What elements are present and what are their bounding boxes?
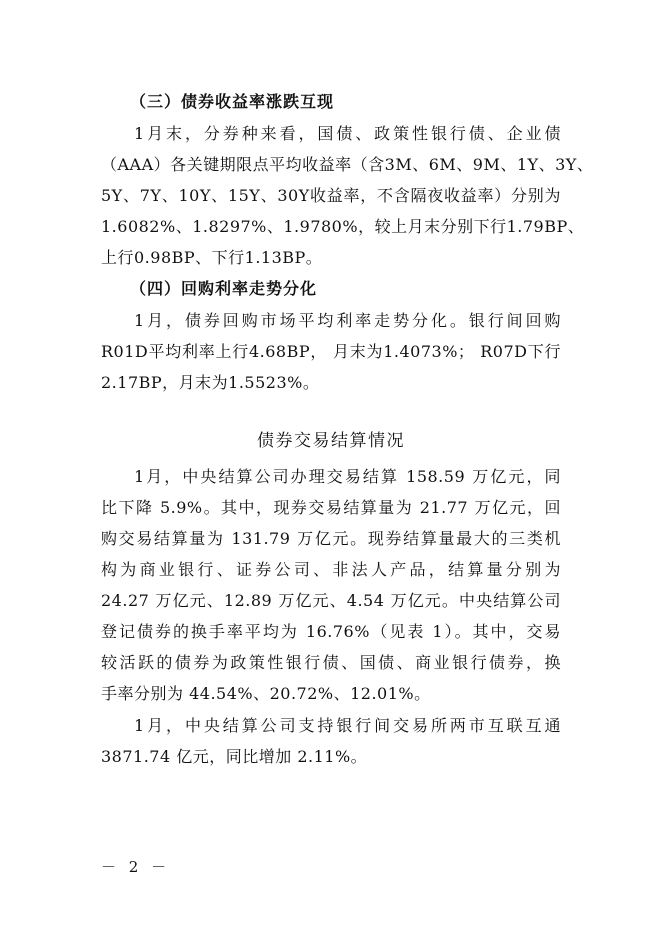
section-3-line: 1.6082%、1.8297%、1.9780%，较上月末分别下行1.79BP、 — [101, 217, 585, 236]
settlement-para-1-line: 24.27 万亿元、12.89 万亿元、4.54 万亿元。中央结算公司 — [101, 591, 561, 610]
settlement-para-1-line: 1月，中央结算公司办理交易结算 158.59 万亿元，同 — [134, 467, 561, 486]
settlement-para-1-line: 比下降 5.9%。其中，现券交易结算量为 21.77 万亿元，回 — [101, 498, 561, 517]
settlement-title: 债券交易结算情况 — [257, 431, 405, 451]
settlement-para-1-line: 较活跃的债券为政策性银行债、国债、商业银行债券，换 — [101, 653, 561, 672]
settlement-para-1-line: 登记债券的换手率平均为 16.76%（见表 1）。其中，交易 — [101, 622, 561, 641]
settlement-para-1-line: 手率分别为 44.54%、20.72%、12.01%。 — [101, 684, 431, 703]
settlement-para-2-line: 3871.74 亿元，同比增加 2.11%。 — [101, 747, 368, 766]
section-3-heading: （三）债券收益率涨跌互现 — [130, 92, 335, 111]
section-3-line: 5Y、7Y、10Y、15Y、30Y收益率，不含隔夜收益率）分别为 — [101, 186, 561, 205]
section-4-line: 2.17BP，月末为1.5523%。 — [101, 373, 320, 392]
settlement-para-1-line: 购交易结算量为 131.79 万亿元。现券结算量最大的三类机 — [101, 529, 561, 548]
page-number: － 2 － — [101, 858, 171, 876]
section-4-line: 1月，债券回购市场平均利率走势分化。银行间回购 — [134, 311, 561, 330]
settlement-para-2-line: 1月，中央结算公司支持银行间交易所两市互联互通 — [134, 716, 561, 735]
section-4-line: R01D平均利率上行4.68BP， 月末为1.4073%； R07D下行 — [101, 342, 561, 361]
section-3-line: 1月末，分券种来看，国债、政策性银行债、企业债 — [134, 124, 561, 143]
section-3-line: 上行0.98BP、下行1.13BP。 — [101, 248, 323, 267]
section-4-heading: （四）回购利率走势分化 — [130, 279, 318, 298]
settlement-para-1-line: 构为商业银行、证券公司、非法人产品，结算量分别为 — [101, 560, 561, 579]
section-3-line: （AAA）各关键期限点平均收益率（含3M、6M、9M、1Y、3Y、 — [101, 155, 594, 174]
